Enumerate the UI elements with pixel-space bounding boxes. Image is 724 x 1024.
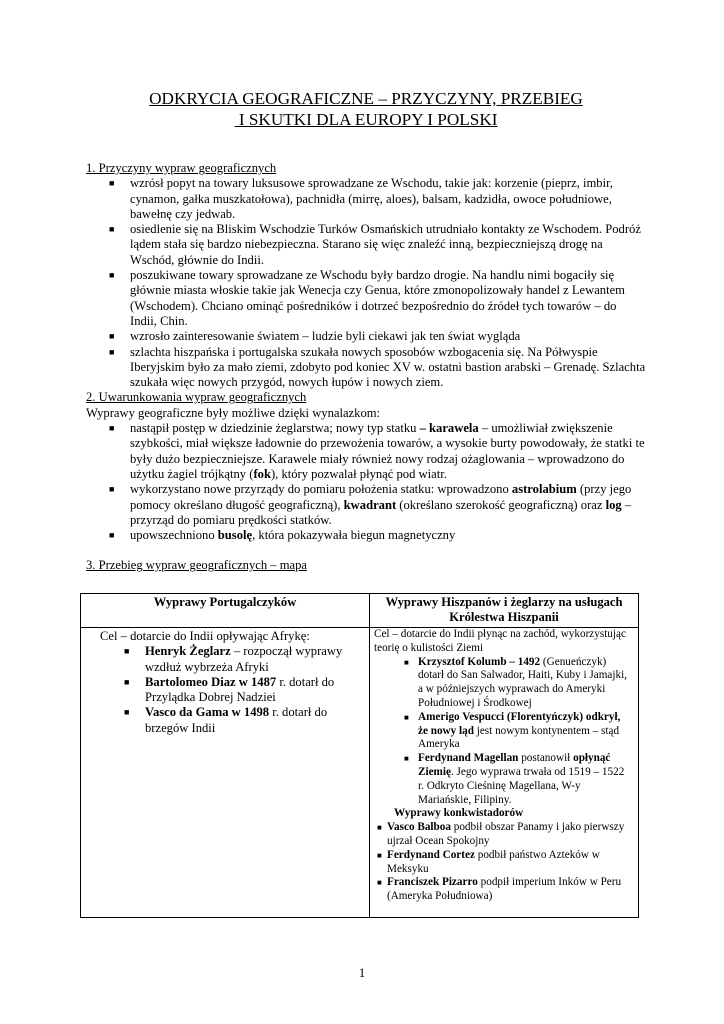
list-item: ■ wzrósł popyt na towary luksusowe sprowadzane ze Wschodu, takie jak: korzenie (pieprz, imbir, cynamon, gałka muszkatołowa), pachnidła (mirrę, aloes), balsam, kadzidła, owoce południowe, bawełnę czy jedwab.: [109, 176, 613, 221]
list-item: ■ Ferdynand Magellan postanowił opłynąć Ziemię. Jego wyprawa trwała od 1519 – 1522 r. Odkryto Cieśninę Magellana, W-y Mariańskie, Filipiny.: [404, 752, 625, 806]
section-2-list: [86, 421, 646, 543]
square-bullet-icon: ■: [124, 646, 130, 657]
section-1-list: [86, 176, 646, 390]
list-item: ■ Vasco Balboa podbił obszar Panamy i jako pierwszy ujrzał Ocean Spokojny: [377, 821, 625, 847]
list-item: ■ wzrosło zainteresowanie światem – ludzie byli ciekawi jak ten świat wygląda: [109, 329, 521, 344]
list-item: ■ szlachta hiszpańska i portugalska szukała nowych sposobów wzbogacenia się. Na Półwyspie Iberyjskim było za mało ziemi, zdobyto pod koniec XV w. ostatni bastion arabski – Grenadę. Szlachta szukała więc nowych przygód, nowych łupów i nowych ziem.: [109, 344, 646, 390]
square-bullet-icon: ■: [377, 850, 382, 860]
list-item: ■ Henryk Żeglarz – rozpoczął wyprawy wzdłuż wybrzeża Afryki: [124, 644, 343, 674]
list-item: ■ wykorzystano nowe przyrządy do pomiaru położenia statku: wprowadzono astrolabium (przy jego pomocy określano długość geograficzną), kwadrant (określano szerokość geograficzną) oraz log – przyrząd do pomiaru prędkości statków.: [109, 482, 632, 527]
list-item: ■ Ferdynand Cortez podbił państwo Azteków w Meksyku: [377, 848, 600, 875]
section-2-intro: Wyprawy geograficzne były możliwe dzięki wynalazkom:: [86, 405, 381, 420]
table-row: [81, 628, 639, 918]
list-item: ■ osiedlenie się na Bliskim Wschodzie Turków Osmańskich utrudniało kontakty ze Wschodem. Podróż lądem stała się bardzo niebezpieczna. Starano się więc znaleźć inną, bezpieczniejszą drogę na Wschód, głównie do Indii.: [109, 222, 641, 267]
spanish-cell: Cel – dotarcie do Indii płynąc na zachód, wykorzystując teorię o kulistości Ziemi ■ Krzysztof Kolumb – 1492 (Genueńczyk) dotarł do San Salwador, Haiti, Kuby i Jamajki, a w późniejszych wyprawach do Ameryki Południowej i Środkowej ■ Amerigo Vespucci (Florentyńczyk) odkrył, że nowy ląd jest nowym kontynentem – stąd Ameryka ■ Ferdynand Magellan postanowił opłynąć Ziemię. Jego wyprawa trwała od 1519 – 1522 r. Odkryto Cieśninę Magellana, W-y Mariańskie, Filipiny. Wyprawy konkwistadorów ■ Vasco Balboa podbił obszar Panamy i jako pierwszy ujrzał Ocean Spokojny ■ Ferdynand Cortez podbił państwo Azteków w Meksyku ■ Franciszek Pizarro podpił imperium Inków w Peru (Ameryka Południowa): [370, 628, 639, 918]
square-bullet-icon: ■: [109, 178, 115, 189]
square-bullet-icon: ■: [109, 346, 115, 357]
table-header-portuguese: Wyprawy Portugalczyków: [81, 594, 370, 628]
document-body: [86, 161, 646, 574]
section-2-heading: 2. Uwarunkowania wypraw geograficznych: [86, 390, 307, 405]
square-bullet-icon: ■: [109, 331, 115, 342]
list-item: ■ upowszechniono busolę, która pokazywała biegun magnetyczny: [109, 528, 456, 543]
expeditions-table: [80, 593, 639, 918]
list-item: ■ nastąpił postęp w dziedzinie żeglarstwa; nowy typ statku – karawela – umożliwiał zwiększenie szybkości, miał większe ładownie do przewożenia towarów, a wysokie burty powodowały, że statki te były dużo bezpieczniejsze. Karawele miały również nowy rodzaj ożaglowania – wprowadzono do użytku żagiel trójkątny (fok), który pozwalał płynąć pod wiatr.: [109, 421, 645, 481]
list-item: ■ Franciszek Pizarro podpił imperium Inków w Peru (Ameryka Południowa): [377, 876, 622, 903]
list-item: ■ poszukiwane towary sprowadzane ze Wschodu były bardzo drogie. Na handlu nimi bogaciły się głównie miasta włoskie takie jak Wenecja czy Genua, które zmonopolizowały handel z Lewantem (Wschodem). Chciano ominąć pośredników i dotrzeć bezpośrednio do źródeł tych towarów – do Indii, Chin.: [109, 268, 625, 328]
page-number: 1: [358, 966, 366, 980]
table-header-row: [81, 594, 639, 628]
square-bullet-icon: ■: [377, 823, 382, 833]
square-bullet-icon: ■: [124, 676, 130, 687]
square-bullet-icon: ■: [404, 657, 409, 667]
square-bullet-icon: ■: [377, 878, 382, 888]
section-3-heading: 3. Przebieg wypraw geograficznych – mapa: [86, 558, 307, 573]
list-item: ■ Amerigo Vespucci (Florentyńczyk) odkrył, że nowy ląd jest nowym kontynentem – stąd Ameryka: [404, 710, 621, 751]
square-bullet-icon: ■: [404, 754, 409, 764]
square-bullet-icon: ■: [109, 270, 115, 281]
table-header-spanish: Wyprawy Hiszpanów i żeglarzy na usługach Królestwa Hiszpanii: [370, 594, 639, 628]
square-bullet-icon: ■: [109, 224, 115, 235]
list-item: ■ Krzysztof Kolumb – 1492 (Genueńczyk) dotarł do San Salwador, Haiti, Kuby i Jamajki, a w późniejszych wyprawach do Ameryki Południowej i Środkowej: [404, 655, 627, 709]
list-item: ■ Vasco da Gama w 1498 r. dotarł do brzegów Indii: [124, 705, 328, 735]
page-title: ODKRYCIA GEOGRAFICZNE – PRZYCZYNY, PRZEBIEG I SKUTKI DLA EUROPY I POLSKI: [149, 89, 583, 129]
list-item: ■ Bartolomeo Diaz w 1487 r. dotarł do Przylądka Dobrej Nadziei: [124, 674, 335, 705]
conquistadors-subheading: Wyprawy konkwistadorów: [394, 807, 524, 820]
square-bullet-icon: ■: [124, 707, 130, 718]
square-bullet-icon: ■: [109, 423, 115, 434]
square-bullet-icon: ■: [109, 530, 115, 541]
portuguese-cell: Cel – dotarcie do Indii opływając Afrykę: ■ Henryk Żeglarz – rozpoczął wyprawy wzdłuż wybrzeża Afryki ■ Bartolomeo Diaz w 1487 r. dotarł do Przylądka Dobrej Nadziei ■ Vasco da Gama w 1498 r. dotarł do brzegów Indii: [81, 628, 370, 918]
square-bullet-icon: ■: [404, 712, 409, 722]
document-page: [86, 88, 646, 574]
square-bullet-icon: ■: [109, 484, 115, 495]
section-1-heading: 1. Przyczyny wypraw geograficznych: [86, 161, 277, 175]
